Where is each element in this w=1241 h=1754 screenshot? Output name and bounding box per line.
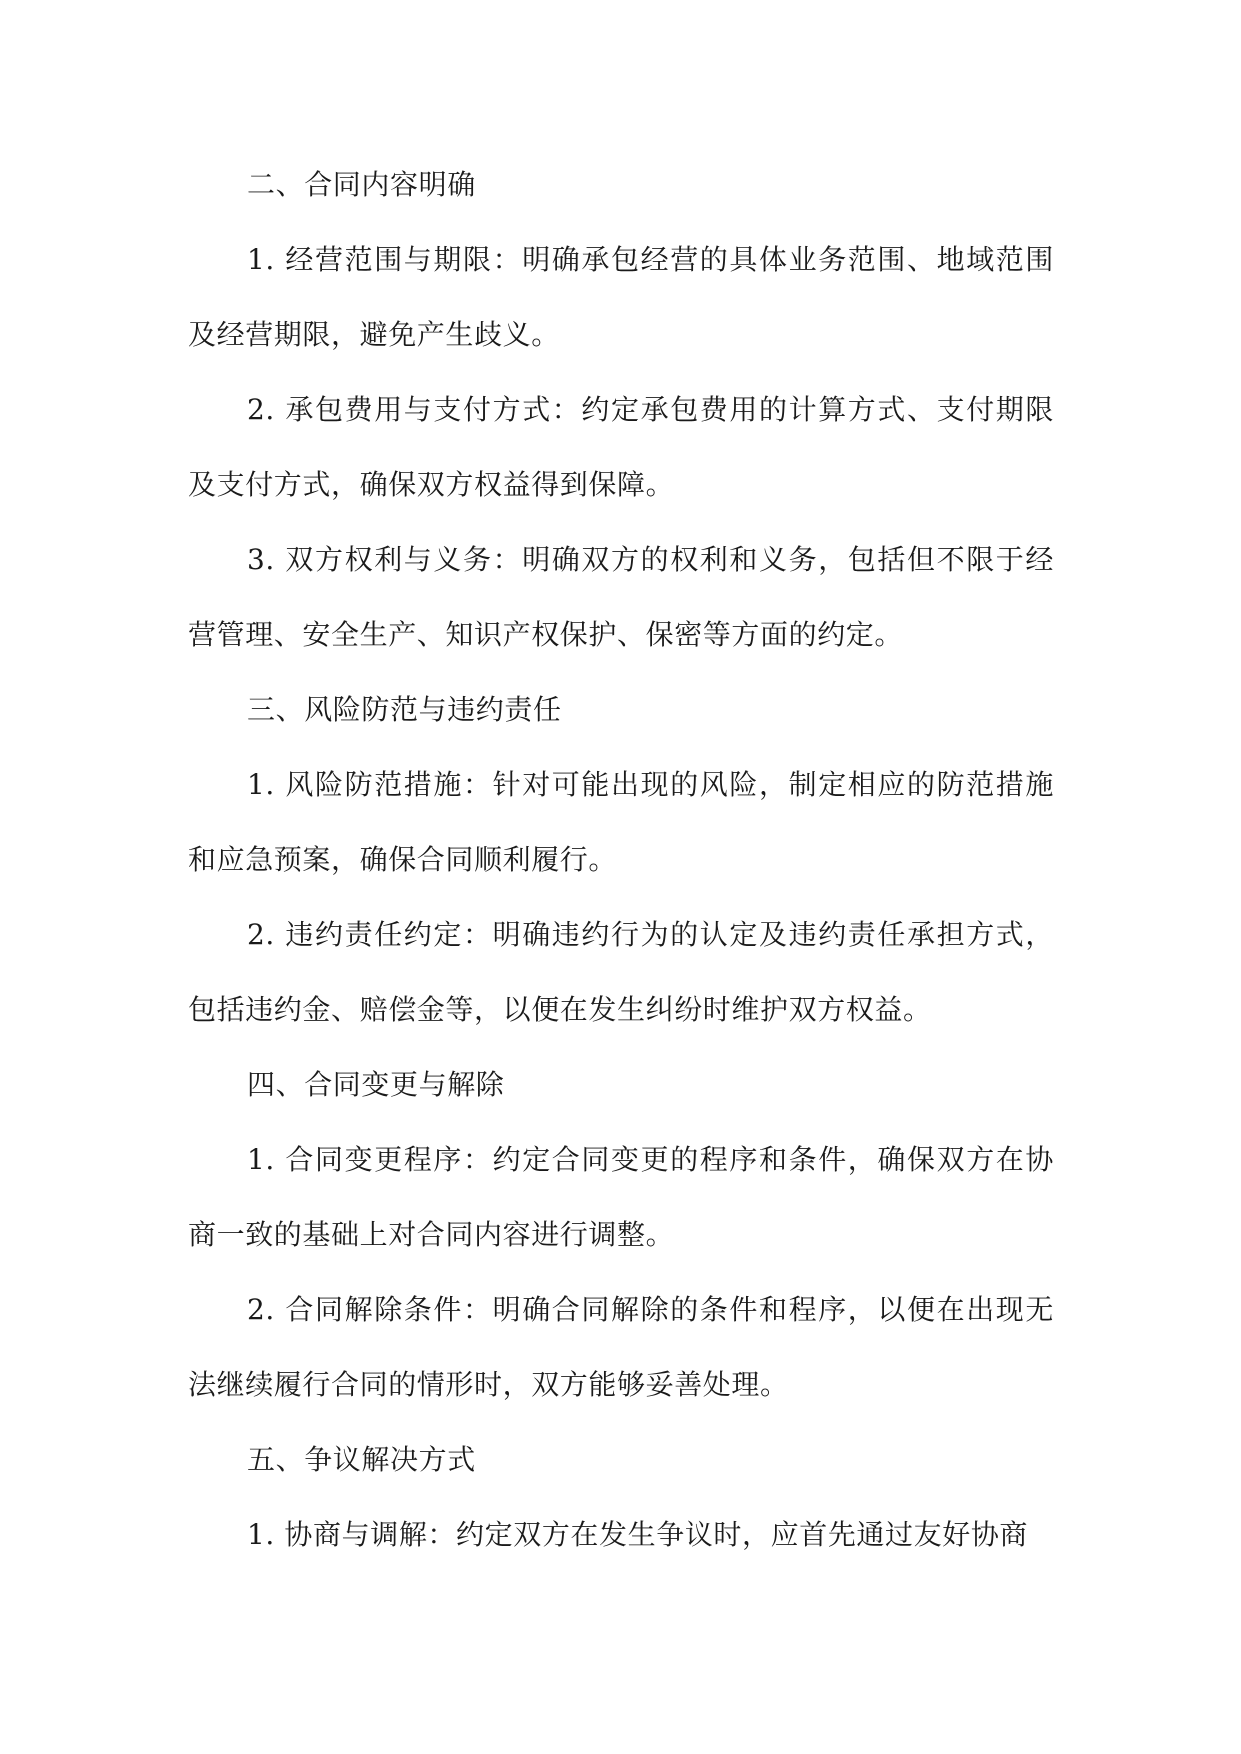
- section-heading-5: 五、争议解决方式: [247, 1443, 476, 1476]
- section-heading-2: 二、合同内容明确: [247, 168, 476, 201]
- paragraph-5-1: 1. 协商与调解：约定双方在发生争议时，应首先通过友好协商: [247, 1518, 1029, 1551]
- section-heading-4: 四、合同变更与解除: [247, 1068, 505, 1101]
- paragraph-3-1: 1. 风险防范措施：针对可能出现的风险，制定相应的防范措施和应急预案，确保合同顺利履行。: [188, 768, 1054, 876]
- document-body: [188, 147, 1054, 1572]
- paragraph-2-3: 3. 双方权利与义务：明确双方的权利和义务，包括但不限于经营管理、安全生产、知识产权保护、保密等方面的约定。: [188, 543, 1054, 651]
- paragraph-4-2: 2. 合同解除条件：明确合同解除的条件和程序，以便在出现无法继续履行合同的情形时，双方能够妥善处理。: [188, 1293, 1054, 1401]
- paragraph-4-1: 1. 合同变更程序：约定合同变更的程序和条件，确保双方在协商一致的基础上对合同内容进行调整。: [188, 1143, 1054, 1251]
- paragraph-2-1: 1. 经营范围与期限：明确承包经营的具体业务范围、地域范围及经营期限，避免产生歧义。: [188, 243, 1054, 351]
- section-heading-3: 三、风险防范与违约责任: [247, 693, 562, 726]
- paragraph-2-2: 2. 承包费用与支付方式：约定承包费用的计算方式、支付期限及支付方式，确保双方权益得到保障。: [188, 393, 1054, 501]
- paragraph-3-2: 2. 违约责任约定：明确违约行为的认定及违约责任承担方式，包括违约金、赔偿金等，以便在发生纠纷时维护双方权益。: [188, 918, 1054, 1026]
